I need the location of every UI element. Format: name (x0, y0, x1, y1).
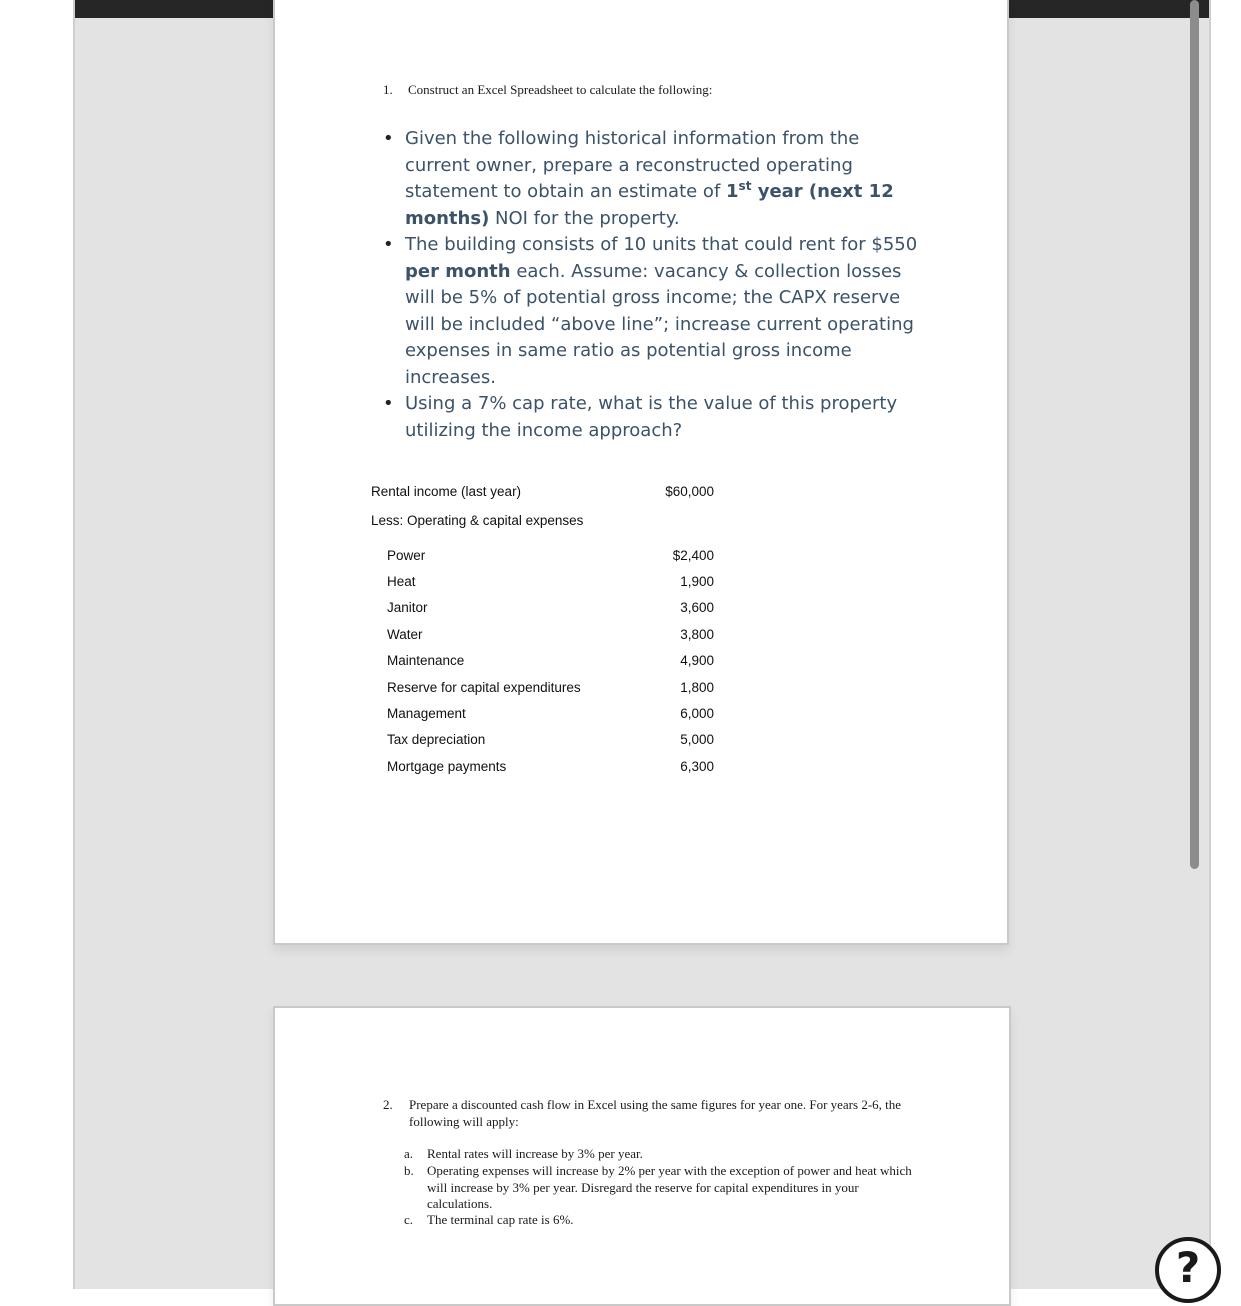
expense-value: $2,400 (672, 548, 714, 563)
bullet-dot-icon: • (383, 128, 394, 149)
item-text: Rental rates will increase by 3% per year. (427, 1146, 643, 1161)
expense-label: Mortgage payments (387, 759, 507, 774)
bullet-dot-icon: • (383, 234, 394, 255)
expense-value: 6,000 (680, 706, 714, 721)
help-icon[interactable]: ? (1155, 1237, 1221, 1303)
question-1-title: Construct an Excel Spreadsheet to calculate the following: (408, 82, 713, 97)
expense-value: 3,600 (680, 600, 714, 615)
bullet-1-bold: 1 (726, 181, 739, 202)
expense-label: Water (387, 627, 423, 642)
question-1-bullets (383, 126, 928, 444)
bullet-1-text-end: NOI for the property. (489, 207, 680, 229)
question-1-heading (383, 82, 712, 98)
bullet-item-3 (383, 391, 928, 444)
bullet-item-2 (383, 232, 928, 391)
bullet-item-1 (383, 126, 928, 232)
question-2 (383, 1097, 923, 1130)
expense-value: 3,800 (680, 627, 714, 642)
bullet-2-bold: per month (405, 260, 511, 282)
bullet-1-bold-period: year (next 12 months) (405, 181, 894, 229)
expense-label: Reserve for capital expenditures (387, 680, 581, 695)
expense-label: Power (387, 548, 426, 563)
question-2-number: 2. (383, 1097, 393, 1112)
vertical-scrollbar[interactable] (1190, 0, 1199, 869)
bullet-3-text: Using a 7% cap rate, what is the value of this property utilizing the income approach? (405, 393, 898, 441)
bullet-2-text-end: each. Assume: vacancy & collection losses will be 5% of potential gross income; the CAPX reserve will be included “above line”; increase current operating expenses in same ratio as potential gross income increases. (405, 260, 914, 388)
expense-value: 6,300 (680, 759, 714, 774)
bullet-1-text: Given the following historical information from the current owner, prepare a reconstructed operating statement to obtain an estimate of (405, 128, 860, 202)
expense-label: Janitor (387, 600, 428, 615)
item-letter: a. (404, 1146, 414, 1161)
question-2-text: Prepare a discounted cash flow in Excel using the same figures for year one. For years 2-6, the following will apply: (409, 1097, 902, 1129)
less-expenses-label: Less: Operating & capital expenses (371, 513, 584, 528)
item-letter: c. (404, 1212, 414, 1227)
expense-label: Tax depreciation (387, 732, 486, 747)
rental-income-value: $60,000 (665, 484, 714, 499)
bullet-2-text: The building consists of 10 units that could rent for $550 (405, 234, 918, 255)
bullet-dot-icon: • (383, 393, 394, 414)
question-2-item-c (404, 1212, 914, 1229)
item-text: The terminal cap rate is 6%. (427, 1212, 574, 1227)
expense-value: 4,900 (680, 653, 714, 668)
question-2-item-b (404, 1163, 914, 1213)
expense-value: 5,000 (680, 732, 714, 747)
expense-value: 1,900 (680, 574, 714, 589)
rental-income-label: Rental income (last year) (371, 484, 522, 499)
expense-value: 1,800 (680, 680, 714, 695)
expense-label: Heat (387, 574, 416, 589)
question-1-number: 1. (383, 82, 393, 97)
expense-label: Management (387, 706, 466, 721)
item-letter: b. (404, 1163, 414, 1178)
item-text: Operating expenses will increase by 2% per year with the exception of power and heat which will increase by 3% per year. Disregard the reserve for capital expenditures in your calculations. (427, 1163, 912, 1211)
bullet-1-superscript: st (738, 179, 752, 193)
expense-label: Maintenance (387, 653, 465, 668)
question-2-item-a (404, 1146, 914, 1163)
